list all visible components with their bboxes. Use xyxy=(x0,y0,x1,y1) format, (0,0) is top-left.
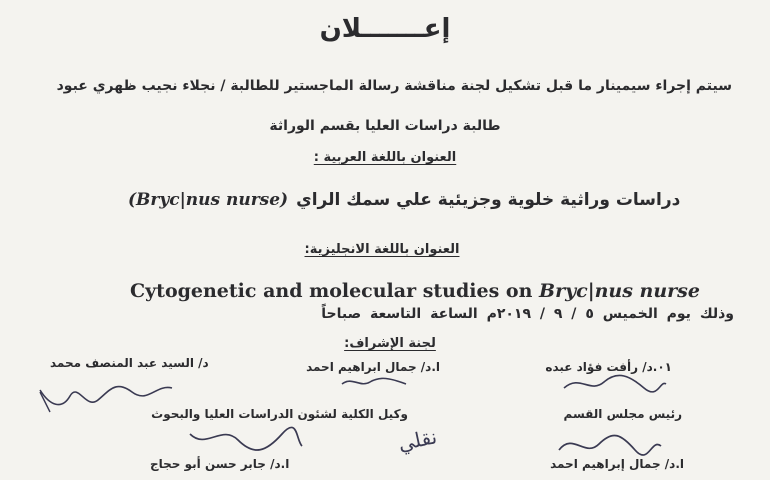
supervisor-2-name: ا.د/ جمال ابراهيم احمد xyxy=(306,360,440,374)
english-title-species: Bryc|nus nurse xyxy=(539,280,700,302)
department-head-role: رئيس مجلس القسم xyxy=(563,407,682,421)
english-title xyxy=(130,280,700,302)
arabic-title-text: دراسات وراثية خلوية وجزيئية علي سمك الراي xyxy=(296,190,681,210)
supervisor-2-signature xyxy=(340,372,410,396)
arabic-title xyxy=(128,190,681,210)
english-title-label: العنوان باللغة الانجليزية: xyxy=(304,242,460,257)
student-line: طالبة دراسات العليا بقسم الوراثة xyxy=(269,118,501,134)
vice-dean-role: وكيل الكلية لشئون الدراسات العليا والبحوث xyxy=(151,407,408,421)
supervisor-1-signature xyxy=(560,372,670,400)
department-head-name: ا.د/ جمال إبراهيم احمد xyxy=(550,457,684,471)
supervisor-1-name: ٠١.د/ رأفت فؤاد عبده xyxy=(545,360,672,374)
handwritten-stamp: نقلي xyxy=(395,424,440,456)
date-line: وذلك يوم الخميس ٥ / ٩ / ٢٠١٩م الساعة التاسعة صباحاً xyxy=(321,306,734,322)
vice-dean-name: ا.د/ جابر حسن أبو حجاج xyxy=(150,457,290,471)
supervisor-3-name: د/ السيد عبد المنصف محمد xyxy=(50,356,209,370)
intro-line: سيتم إجراء سيمينار ما قبل تشكيل لجنة مناقشة رسالة الماجستير للطالبة / نجلاء نجيب ظهري عبود xyxy=(56,78,732,94)
announcement-heading: إعـــــــلان xyxy=(319,14,451,44)
arabic-title-label: العنوان باللغة العربية : xyxy=(313,150,457,165)
arabic-title-species: (Bryc|nus nurse) xyxy=(128,190,289,210)
committee-label: لجنة الإشراف: xyxy=(344,336,436,351)
english-title-prefix: Cytogenetic and molecular studies on xyxy=(130,280,533,302)
